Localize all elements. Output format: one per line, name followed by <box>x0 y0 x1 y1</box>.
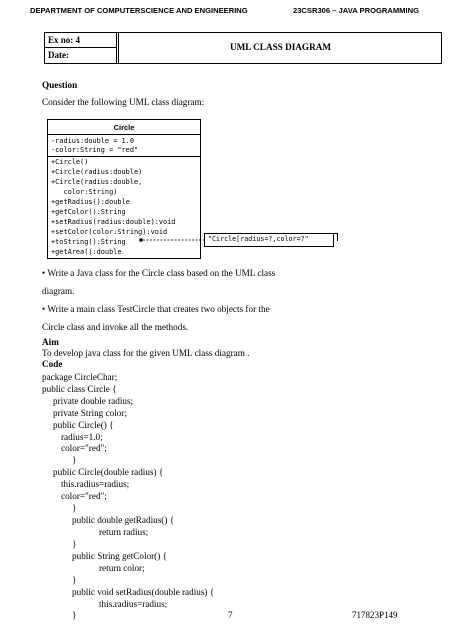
uml-note <box>204 233 334 247</box>
code-line: } <box>72 503 77 513</box>
code-heading: Code <box>42 359 63 369</box>
ex-no-label: Ex no: 4 <box>48 35 81 45</box>
page-number: 7 <box>228 610 233 620</box>
code-line: public class Circle { <box>42 384 117 394</box>
code-line: private double radius; <box>53 396 134 406</box>
code-line: public String getColor() { <box>72 551 167 561</box>
code-line: public double getRadius() { <box>72 515 175 525</box>
code-line: this.radius=radius; <box>99 599 168 609</box>
header-department: DEPARTMENT OF COMPUTERSCIENCE AND ENGINEERING <box>30 6 248 15</box>
uml-attribute: -radius:double = 1.0 <box>51 137 134 145</box>
date-label: Date: <box>48 50 69 60</box>
code-line: public Circle() { <box>53 420 114 430</box>
code-line: return color; <box>99 563 145 573</box>
uml-method: +getRadius():double <box>51 198 130 206</box>
uml-method: +Circle(radius:double) <box>51 168 143 176</box>
code-line: } <box>72 539 77 549</box>
uml-method: +setColor(color:String):void <box>51 228 168 236</box>
question-intro: Consider the following UML class diagram: <box>42 97 205 107</box>
bullet-java-class-cont: diagram. <box>42 286 75 296</box>
code-line: color="red"; <box>61 491 107 501</box>
question-heading: Question <box>42 80 78 90</box>
code-line: color="red"; <box>61 443 107 453</box>
uml-class-diagram <box>47 119 201 259</box>
uml-attribute: -color:String = "red" <box>51 146 139 154</box>
uml-method: +getArea():double <box>51 248 122 256</box>
bullet-main-class: • Write a main class TestCircle that creates two objects for the <box>42 304 270 314</box>
code-line: } <box>72 610 77 620</box>
uml-method: +setRadius(radius:double):void <box>51 218 176 226</box>
exercise-title: UML CLASS DIAGRAM <box>229 42 332 52</box>
code-line: } <box>72 575 77 585</box>
uml-class-name: Circle <box>113 123 135 132</box>
uml-method: +getColor():String <box>51 208 126 216</box>
uml-separator <box>48 134 200 135</box>
aim-heading: Aim <box>42 337 59 347</box>
code-line: public Circle(double radius) { <box>53 467 164 477</box>
uml-method: +Circle(radius:double, <box>51 178 143 186</box>
code-line: radius=1.0; <box>61 432 103 442</box>
uml-separator <box>48 156 200 157</box>
code-line: this.radius=radius; <box>61 479 130 489</box>
uml-note-text: "Circle[radius=?,color=?" <box>208 235 309 243</box>
code-line: package CircleChar; <box>42 372 118 382</box>
code-line: public void setRadius(double radius) { <box>72 587 215 597</box>
uml-method: +Circle() <box>51 158 89 166</box>
uml-method: +toString():String <box>51 238 126 246</box>
code-line: } <box>72 455 77 465</box>
header-course: 23CSR306 – JAVA PROGRAMMING <box>292 6 419 15</box>
student-id: 717823P149 <box>352 610 398 620</box>
code-line: private String color; <box>53 408 127 418</box>
aim-text: To develop java class for the given UML class diagram . <box>42 348 250 358</box>
table-divider <box>45 47 116 48</box>
bullet-main-class-cont: Circle class and invoke all the methods. <box>42 322 189 332</box>
uml-note-fold <box>330 233 338 241</box>
uml-method: color:String) <box>51 188 118 196</box>
exercise-info-table <box>44 32 442 64</box>
code-line: return radius; <box>99 527 149 537</box>
bullet-java-class: • Write a Java class for the Circle class based on the UML class <box>42 268 276 278</box>
